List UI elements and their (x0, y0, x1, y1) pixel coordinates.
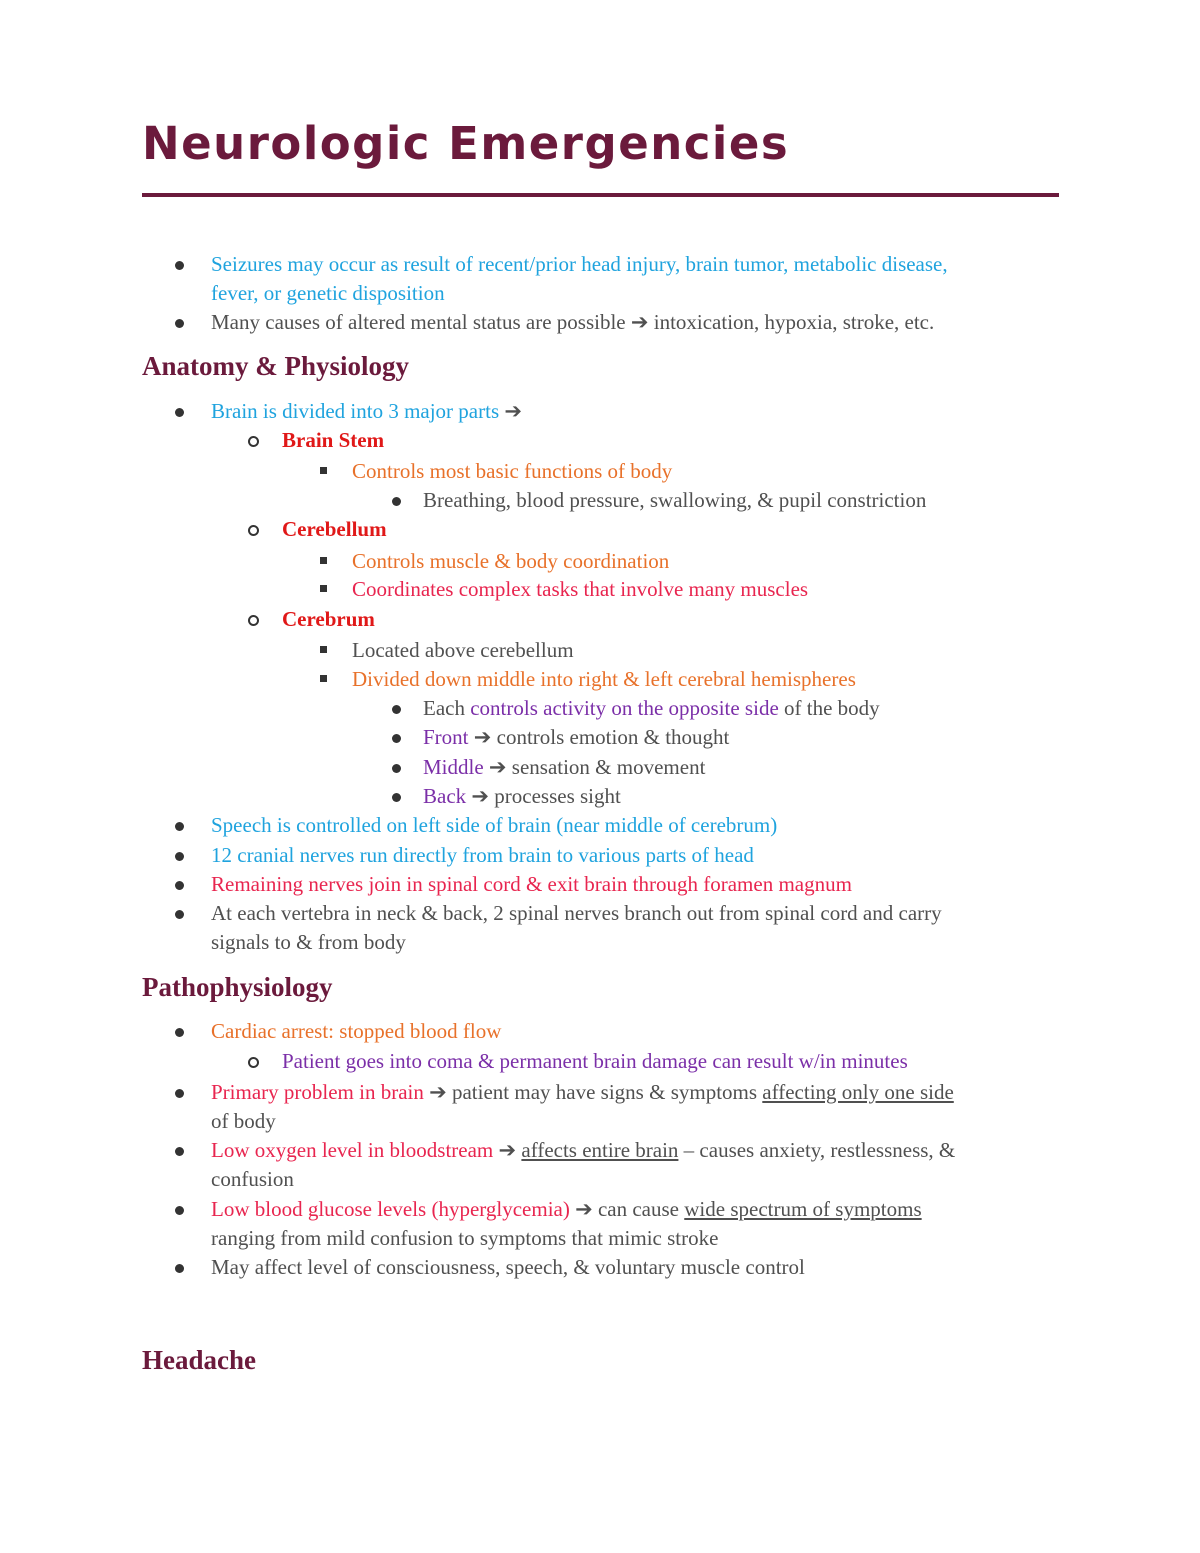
list-item-continuation (211, 1224, 718, 1253)
arrow-icon: ➔ (575, 1197, 593, 1221)
circle-bullet-icon (248, 1057, 259, 1068)
square-bullet-icon (320, 467, 327, 474)
oxygen-underline: affects entire brain (521, 1138, 679, 1162)
square-bullet-icon (320, 557, 327, 564)
cerebrum-label: Cerebrum (282, 607, 375, 631)
section-heading-headache: Headache (142, 1345, 256, 1375)
list-item-continuation (211, 928, 406, 957)
list-item (211, 1195, 922, 1224)
middle-label: Middle (423, 755, 484, 779)
brain-parts-text: Brain is divided into 3 major parts (211, 399, 500, 423)
bullet-icon (175, 408, 184, 417)
list-item (211, 899, 942, 928)
intro-seizures-line2: fever, or genetic disposition (211, 281, 445, 305)
cerebellum-item2: Coordinates complex tasks that involve many muscles (352, 577, 809, 601)
cardiac-sub: Patient goes into coma & permanent brain damage can result w/in minutes (282, 1049, 908, 1073)
speech-text: Speech is controlled on left side of brain (near middle of cerebrum) (211, 813, 778, 837)
circle-bullet-icon (248, 436, 259, 447)
cerebellum-label: Cerebellum (282, 517, 387, 541)
cardiac-text: Cardiac arrest: stopped blood flow (211, 1019, 502, 1043)
arrow-icon: ➔ (630, 310, 649, 334)
bullet-icon (175, 852, 184, 861)
section-heading-patho: Pathophysiology (142, 972, 333, 1002)
each-text: Each (423, 696, 471, 720)
bullet-icon (392, 764, 401, 773)
circle-bullet-icon (248, 615, 259, 626)
list-item (352, 665, 856, 694)
page-title: Neurologic Emergencies (142, 117, 790, 170)
cerebellum-item1: Controls muscle & body coordination (352, 549, 670, 573)
square-bullet-icon (320, 646, 327, 653)
each-suffix: of the body (778, 696, 880, 720)
arrow-icon: ➔ (429, 1080, 447, 1104)
list-item (211, 811, 777, 840)
bullet-icon (175, 1028, 184, 1037)
section-heading-anatomy: Anatomy & Physiology (142, 351, 410, 381)
bullet-icon (175, 261, 184, 270)
front-label: Front (423, 725, 469, 749)
bullet-icon (175, 1206, 184, 1215)
bullet-icon (175, 910, 184, 919)
oxygen-label: Low oxygen level in bloodstream (211, 1138, 494, 1162)
list-item-continuation (211, 1107, 276, 1136)
list-item (423, 782, 621, 811)
arrow-icon: ➔ (473, 725, 492, 749)
cerebrum-item2: Divided down middle into right & left cerebral hemispheres (352, 667, 856, 691)
middle-text: sensation & movement (511, 755, 706, 779)
list-item (423, 723, 729, 752)
arrow-icon: ➔ (504, 399, 522, 423)
brain-stem-item: Controls most basic functions of body (352, 459, 673, 483)
cerebrum-item1: Located above cerebellum (352, 638, 574, 662)
vertebra-line2: signals to & from body (211, 930, 406, 954)
list-item (211, 308, 934, 337)
back-text: processes sight (494, 784, 621, 808)
each-highlight: controls activity on the opposite side (470, 696, 779, 720)
bullet-icon (392, 497, 401, 506)
glucose-underline: wide spectrum of symptoms (684, 1197, 922, 1221)
vertebra-line1: At each vertebra in neck & back, 2 spinal nerves branch out from spinal cord and carry (211, 901, 942, 925)
bullet-icon (175, 319, 184, 328)
list-item (211, 1136, 955, 1165)
may-affect-text: May affect level of consciousness, speech, & voluntary muscle control (211, 1255, 805, 1279)
oxygen-line2: confusion (211, 1167, 294, 1191)
list-item (352, 457, 672, 486)
list-item (211, 870, 852, 899)
arrow-icon: ➔ (488, 755, 507, 779)
list-item (423, 486, 926, 515)
list-item (211, 250, 948, 279)
title-divider (142, 193, 1059, 197)
list-item-continuation (211, 279, 445, 308)
list-item (423, 753, 705, 782)
list-item (282, 515, 387, 544)
intro-seizures-line1: Seizures may occur as result of recent/prior head injury, brain tumor, metabolic disease, (211, 252, 948, 276)
bullet-icon (175, 822, 184, 831)
brain-stem-sub: Breathing, blood pressure, swallowing, & pupil constriction (423, 488, 927, 512)
circle-bullet-icon (248, 525, 259, 536)
list-item (282, 426, 384, 455)
list-item (282, 1047, 908, 1076)
bullet-icon (392, 705, 401, 714)
list-item (211, 1017, 501, 1046)
cranial-text: 12 cranial nerves run directly from brain to various parts of head (211, 843, 754, 867)
list-item (282, 605, 375, 634)
primary-label: Primary problem in brain (211, 1080, 424, 1104)
bullet-icon (175, 1089, 184, 1098)
square-bullet-icon (320, 585, 327, 592)
front-text: controls emotion & thought (496, 725, 730, 749)
bullet-icon (175, 1264, 184, 1273)
bullet-icon (392, 793, 401, 802)
intro-ams-causes: intoxication, hypoxia, stroke, etc. (653, 310, 935, 334)
list-item (211, 841, 754, 870)
list-item (211, 1253, 805, 1282)
primary-text: patient may have signs & symptoms (451, 1080, 758, 1104)
list-item-continuation (211, 1165, 294, 1194)
arrow-icon: ➔ (471, 784, 490, 808)
glucose-text: can cause (597, 1197, 679, 1221)
back-label: Back (423, 784, 467, 808)
bullet-icon (392, 734, 401, 743)
list-item (211, 397, 522, 426)
list-item (352, 636, 574, 665)
list-item (423, 694, 880, 723)
glucose-label: Low blood glucose levels (hyperglycemia) (211, 1197, 570, 1221)
brain-stem-label: Brain Stem (282, 428, 385, 452)
bullet-icon (175, 1147, 184, 1156)
primary-line2: of body (211, 1109, 276, 1133)
list-item (211, 1078, 954, 1107)
intro-ams-text: Many causes of altered mental status are possible (211, 310, 626, 334)
square-bullet-icon (320, 675, 327, 682)
bullet-icon (175, 881, 184, 890)
list-item (352, 547, 669, 576)
primary-underline: affecting only one side (762, 1080, 954, 1104)
remaining-text: Remaining nerves join in spinal cord & exit brain through foramen magnum (211, 872, 852, 896)
glucose-line2: ranging from mild confusion to symptoms that mimic stroke (211, 1226, 719, 1250)
oxygen-text: – causes anxiety, restlessness, & (678, 1138, 956, 1162)
arrow-icon: ➔ (498, 1138, 517, 1162)
list-item (352, 575, 808, 604)
